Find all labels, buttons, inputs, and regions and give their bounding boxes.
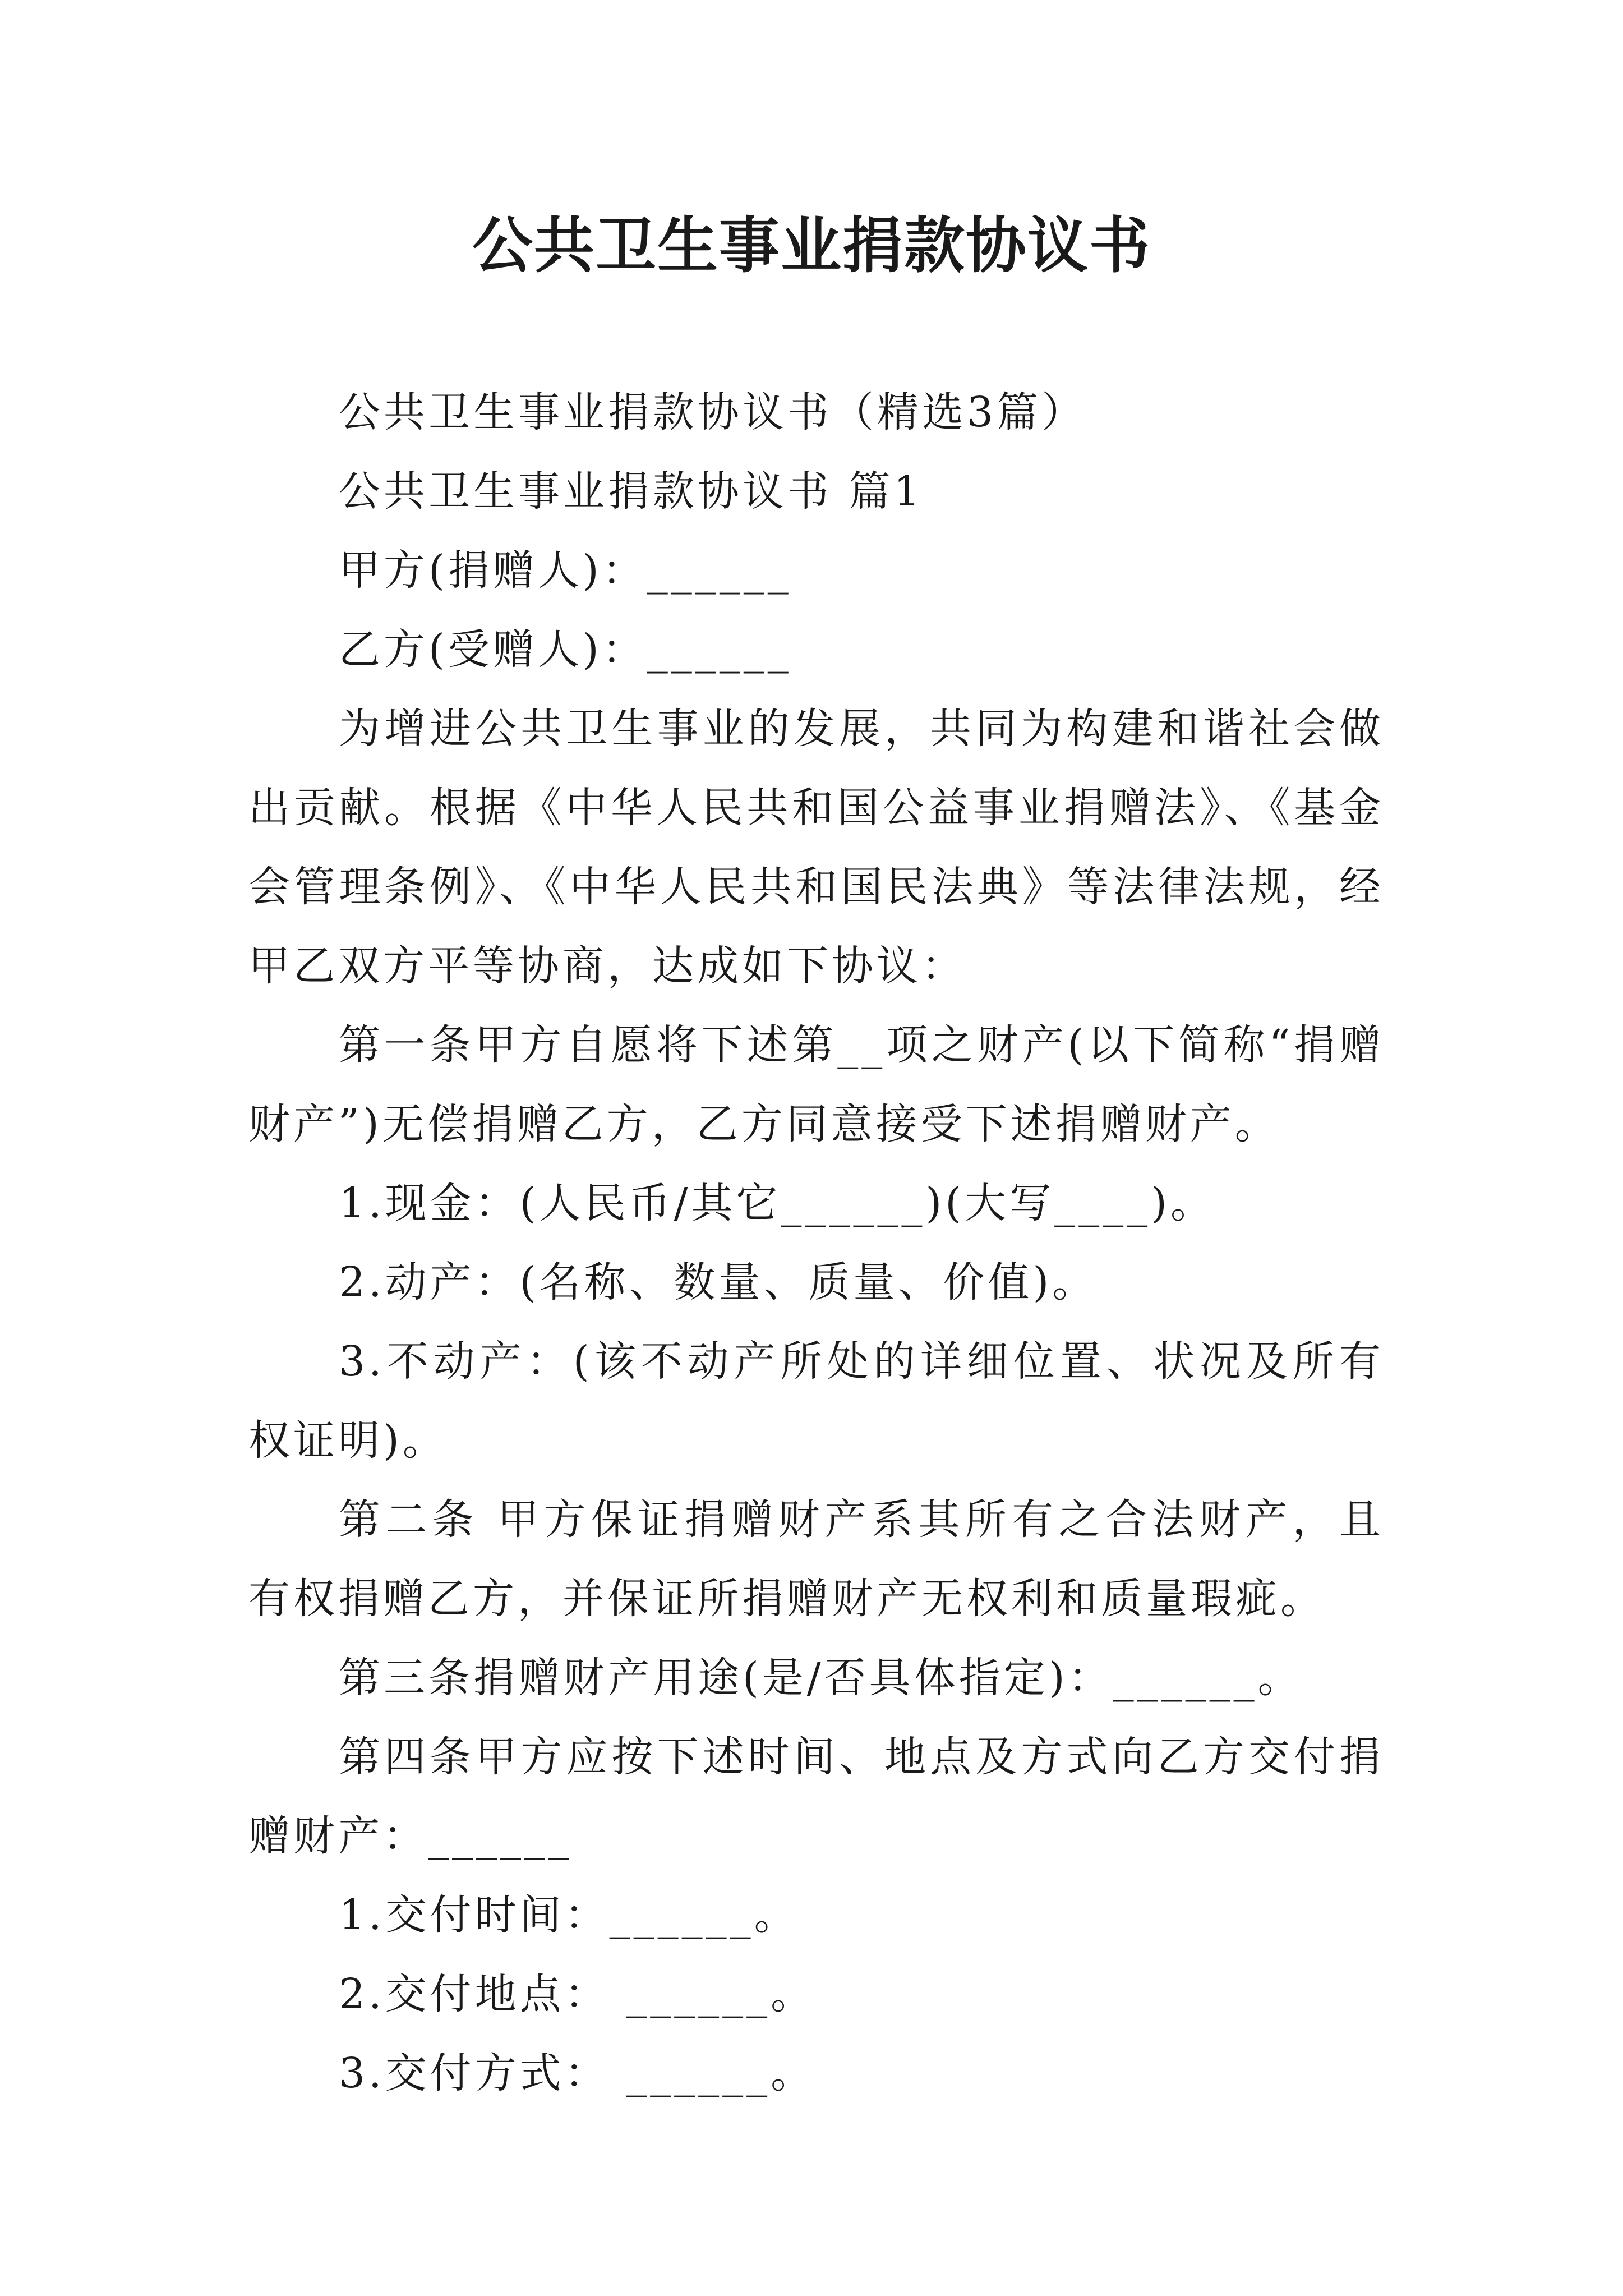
paragraph-movable-property: 2.动产：(名称、数量、质量、价值)。 [339, 1258, 1098, 1306]
paragraph-subtitle: 公共卫生事业捐款协议书（精选3篇） [339, 388, 1087, 436]
paragraph-article-3: 第三条捐赠财产用途(是/否具体指定)：______。 [339, 1654, 1303, 1702]
paragraph-delivery-method: 3.交付方式： ______。 [339, 2049, 816, 2097]
paragraph-article-1: 第一条甲方自愿将下述第__项之财产(以下简称“捐赠财产”)无偿捐赠乙方，乙方同意接受下述捐赠财产。 [248, 1021, 1384, 1148]
paragraph-article-4: 第四条甲方应按下述时间、地点及方式向乙方交付捐赠财产：______ [248, 1733, 1384, 1860]
document-body [248, 373, 1384, 2113]
paragraph-cash: 1.现金：(人民币/其它______)(大写____)。 [339, 1179, 1216, 1227]
paragraph-party-a: 甲方(捐赠人)：______ [339, 546, 792, 595]
document-title: 公共卫生事业捐款协议书 [472, 210, 1151, 281]
paragraph-delivery-time: 1.交付时间：______。 [339, 1891, 799, 1939]
paragraph-article-2: 第二条 甲方保证捐赠财产系其所有之合法财产，且有权捐赠乙方，并保证所捐赠财产无权利和质量瑕疵。 [248, 1496, 1384, 1623]
paragraph-delivery-place: 2.交付地点： ______。 [339, 1970, 816, 2018]
paragraph-real-estate: 3.不动产：(该不动产所处的详细位置、状况及所有权证明)。 [248, 1337, 1384, 1465]
paragraph-party-b: 乙方(受赠人)：______ [339, 625, 792, 674]
paragraph-preamble: 为增进公共卫生事业的发展，共同为构建和谐社会做出贡献。根据《中华人民共和国公益事业捐赠法》、《基金会管理条例》、《中华人民共和国民法典》等法律法规，经甲乙双方平等协商，达成如下协议： [248, 705, 1384, 990]
paragraph-section-heading: 公共卫生事业捐款协议书 篇1 [339, 467, 924, 516]
